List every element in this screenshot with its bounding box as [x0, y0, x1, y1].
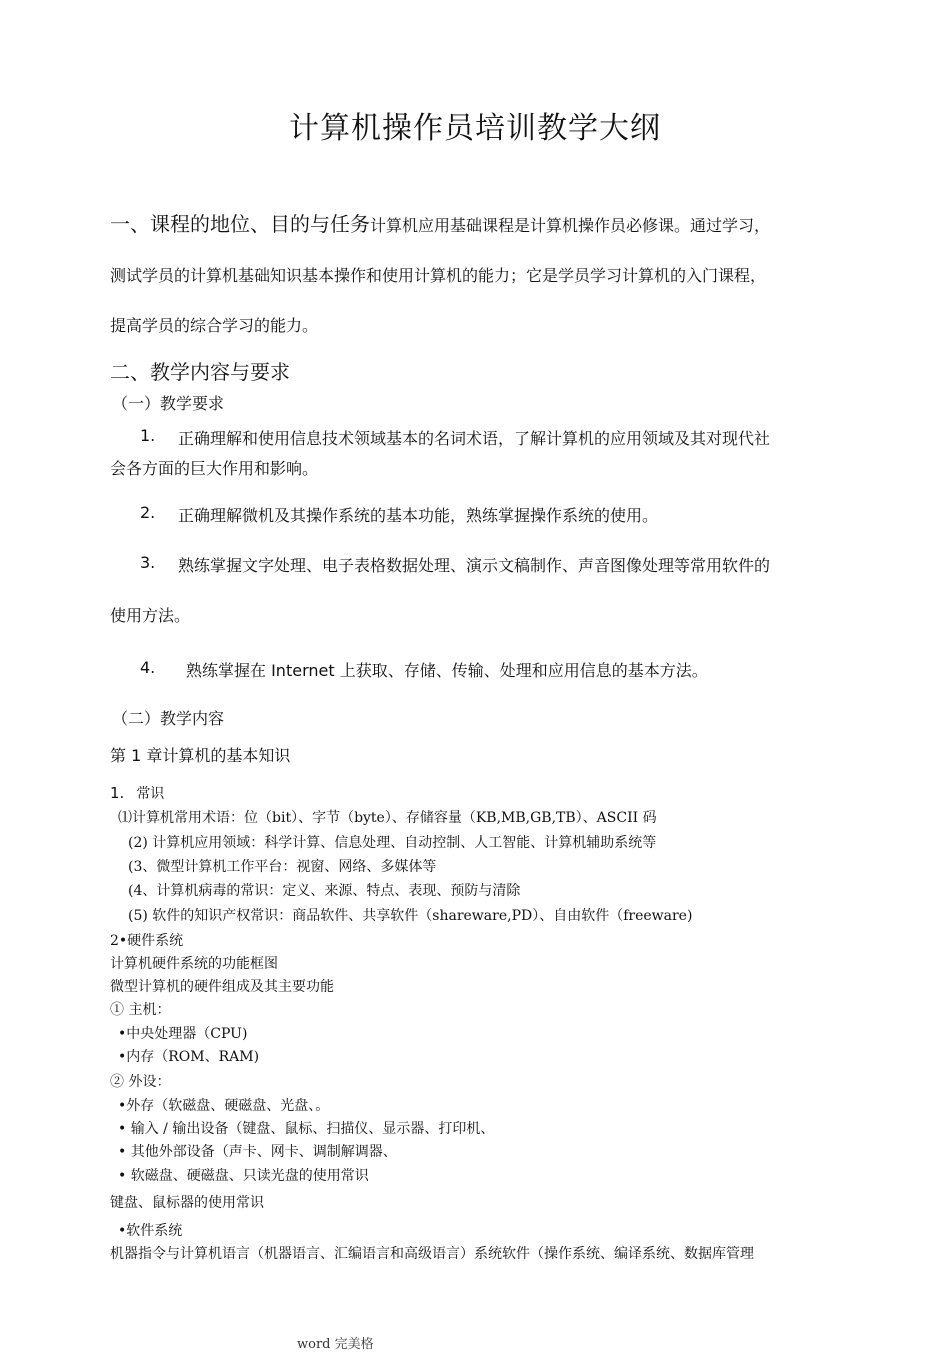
requirement-number: 2.	[140, 503, 156, 522]
common-knowledge-item: (3、微型计算机工作平台：视窗、网络、多媒体等	[128, 859, 437, 875]
common-knowledge-heading	[110, 783, 164, 803]
software-line: 机器指令与计算机语言（机器语言、汇编语言和高级语言）系统软件（操作系统、编译系统、数据库管理	[110, 1246, 754, 1262]
peripheral-item: •外存（软磁盘、硬磁盘、光盘、。	[118, 1098, 330, 1114]
requirement-text-continued: 会各方面的巨大作用和影响。	[110, 459, 319, 478]
common-knowledge-item: (4、计算机病毒的常识：定义、来源、特点、表现、预防与清除	[128, 883, 521, 899]
requirement-number: 1.	[140, 426, 156, 445]
common-knowledge-label: 常识	[136, 786, 165, 802]
common-knowledge-number: 1.	[110, 784, 125, 802]
hardware-line: 计算机硬件系统的功能框图	[110, 956, 278, 972]
page-footer: word 完美格	[297, 1337, 374, 1352]
chapter-heading: 第 1 章计算机的基本知识	[110, 746, 291, 765]
host-label: ① 主机：	[110, 1002, 171, 1018]
hardware-line: 微型计算机的硬件组成及其主要功能	[110, 979, 334, 995]
section1-line: 计算机应用基础课程是计算机操作员必修课。通过学习，	[370, 216, 771, 235]
requirement-text-continued: 使用方法。	[110, 606, 191, 625]
host-item: •中央处理器（CPU)	[118, 1026, 248, 1042]
section1-line: 提高学员的综合学习的能力。	[110, 316, 319, 335]
requirement-text: 正确理解和使用信息技术领域基本的名词术语，了解计算机的应用领域及其对现代社	[178, 429, 771, 448]
document-title: 计算机操作员培训教学大纲	[289, 111, 661, 146]
host-item: •内存（ROM、RAM)	[118, 1049, 260, 1065]
software-heading: •软件系统	[118, 1223, 183, 1239]
peripheral-item: • 软磁盘、硬磁盘、只读光盘的使用常识	[118, 1168, 369, 1184]
keyboard-mouse-line: 键盘、鼠标器的使用常识	[110, 1195, 264, 1211]
peripheral-label: ② 外设：	[110, 1074, 171, 1090]
section1-heading: 一、课程的地位、目的与任务	[110, 212, 370, 236]
requirement-text: 正确理解微机及其操作系统的基本功能，熟练掌握操作系统的使用。	[178, 506, 659, 525]
teaching-content-heading: （二）教学内容	[112, 709, 225, 728]
section1-first-line	[110, 208, 770, 237]
common-knowledge-item: (5) 软件的知识产权常识：商品软件、共享软件（shareware,PD）、自由软件（freeware)	[128, 908, 693, 924]
peripheral-item: • 输入 / 输出设备（键盘、鼠标、扫描仪、显示器、打印机、	[118, 1121, 495, 1137]
common-knowledge-item: ⑴计算机常用术语：位（bit）、字节（byte）、存储容量（KB,MB,GB,TB）、ASCII 码	[118, 810, 657, 826]
requirement-text: 熟练掌握文字处理、电子表格数据处理、演示文稿制作、声音图像处理等常用软件的	[178, 556, 771, 575]
hardware-heading: 2•硬件系统	[110, 933, 184, 949]
section1-line: 测试学员的计算机基础知识基本操作和使用计算机的能力；它是学员学习计算机的入门课程，	[110, 266, 767, 285]
section2-heading: 二、教学内容与要求	[110, 360, 290, 384]
common-knowledge-item: (2) 计算机应用领域：科学计算、信息处理、自动控制、人工智能、计算机辅助系统等	[128, 835, 657, 851]
requirement-number: 4.	[140, 658, 156, 677]
teaching-requirements-heading: （一）教学要求	[112, 394, 225, 413]
peripheral-item: • 其他外部设备（声卡、网卡、调制解调器、	[118, 1144, 397, 1160]
requirement-text: 熟练掌握在 Internet 上获取、存储、传输、处理和应用信息的基本方法。	[186, 661, 708, 680]
requirement-number: 3.	[140, 553, 156, 572]
